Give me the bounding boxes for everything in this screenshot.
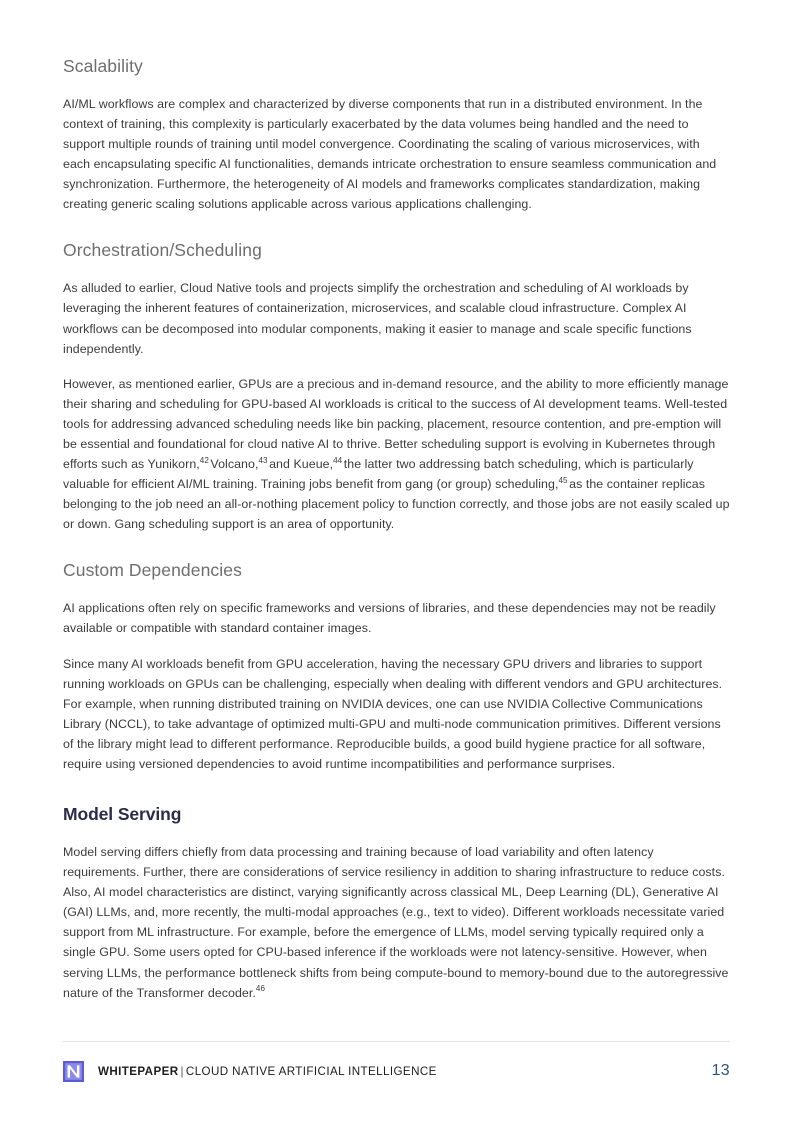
footer-label-whitepaper: WHITEPAPER: [98, 1064, 179, 1078]
paragraph: [63, 374, 730, 535]
footer-divider: [63, 1041, 730, 1042]
text-run: as the container replicas belonging to the job need an all-or-nothing placement policy to function correctly, and those jobs are not easily scaled up or down. Gang scheduling support is an area of opportunity.: [63, 477, 730, 532]
footer-label-title: CLOUD NATIVE ARTIFICIAL INTELLIGENCE: [185, 1064, 437, 1078]
section-heading-model-serving: Model Serving: [63, 804, 182, 825]
paragraph: [63, 94, 730, 215]
section-heading-custom-dependencies: Custom Dependencies: [63, 560, 242, 581]
text-run: Model serving differs chiefly from data processing and training because of load variability and often latency requirements. Further, there are considerations of service resiliency in addition to sharing infrastructure to reduce costs. Also, AI model characteristics are distinct, varying significantly across classical ML, Deep Learning (DL), Generative AI (GAI) LLMs, and, more recently, the multi-modal approaches (e.g., text to video). Different workloads necessitate varied support from ML infrastructure. For example, before the emergence of LLMs, model serving typically required only a single GPU. Some users opted for CPU-based inference if the workloads were not latency-sensitive. However, when serving LLMs, the performance bottleneck shifts from being compute-bound to memory-bound due to the autoregressive nature of the Transformer decoder.: [63, 844, 729, 1000]
paragraph: [63, 278, 730, 358]
paragraph: [63, 842, 730, 1003]
text-run: Volcano,: [210, 457, 259, 472]
footnote-ref-44[interactable]: 44: [333, 455, 343, 465]
page-number: 13: [711, 1062, 730, 1079]
section-heading-scalability: Scalability: [63, 56, 143, 76]
text-run: the latter two addressing batch scheduling, which is particularly valuable for efficient AI/ML training. Training jobs benefit from gang (or group) scheduling,: [63, 457, 694, 492]
footnote-ref-46[interactable]: 46: [255, 984, 266, 994]
section-orchestration-scheduling: [63, 240, 730, 534]
text-run: Since many AI workloads benefit from GPU acceleration, having the necessary GPU drivers and libraries to support running workloads on GPUs can be challenging, especially when dealing with different vendors and GPU architectures. For example, when running distributed training on NVIDIA devices, one can use NVIDIA Collective Communications Library (NCCL), to take advantage of optimized multi-GPU and multi-node communication primitives. Different versions of the library might lead to different performance. Reproducible builds, a good build hygiene practice for all software, require using versioned dependencies to avoid runtime incompatibilities and performance surprises.: [63, 656, 723, 771]
text-run: and Kueue,: [269, 457, 334, 472]
footnote-ref-43[interactable]: 43: [258, 455, 268, 465]
text-run: AI/ML workflows are complex and characterized by diverse components that run in a distributed environment. In the context of training, this complexity is particularly exacerbated by the data volumes being handled and the need to support multiple rounds of training until model convergence. Coordinating the scaling of various microservices, with each encapsulating specific AI functionalities, demands intricate orchestration to ensure seamless communication and synchronization. Furthermore, the heterogeneity of AI models and frameworks complicates standardization, making creating generic scaling solutions applicable across various applications challenging.: [63, 96, 717, 212]
page-content: [63, 56, 730, 1003]
section-scalability: [63, 56, 730, 214]
footer-label: [98, 1065, 437, 1078]
footnote-ref-45[interactable]: 45: [558, 476, 568, 486]
text-run: AI applications often rely on specific frameworks and versions of libraries, and these dependencies may not be readily available or compatible with standard container images.: [63, 601, 716, 636]
text-run: As alluded to earlier, Cloud Native tools and projects simplify the orchestration and scheduling of AI workloads by leveraging the inherent features of containerization, microservices, and scalable cloud infrastructure. Complex AI workflows can be decomposed into modular components, making it easier to manage and scale specific functions independently.: [63, 281, 692, 356]
footer-label-separator: |: [180, 1064, 184, 1078]
page-footer: [63, 1056, 730, 1086]
footnote-ref-42[interactable]: 42: [199, 455, 209, 465]
cncf-diagonal-n-logo-icon: [63, 1061, 84, 1082]
section-heading-orchestration-scheduling: Orchestration/Scheduling: [63, 240, 262, 261]
section-model-serving: [63, 804, 730, 1003]
paragraph: [63, 598, 730, 638]
paragraph: [63, 654, 730, 775]
text-run: However, as mentioned earlier, GPUs are a precious and in-demand resource, and the ability to more efficiently manage their sharing and scheduling for GPU-based AI workloads is critical to the success of AI development teams. Well-tested tools for addressing advanced scheduling needs like bin packing, placement, resource contention, and pre-emption will be essential and foundational for cloud native AI to thrive. Better scheduling support is evolving in Kubernetes through efforts such as Yunikorn,: [63, 376, 729, 472]
section-custom-dependencies: [63, 560, 730, 774]
